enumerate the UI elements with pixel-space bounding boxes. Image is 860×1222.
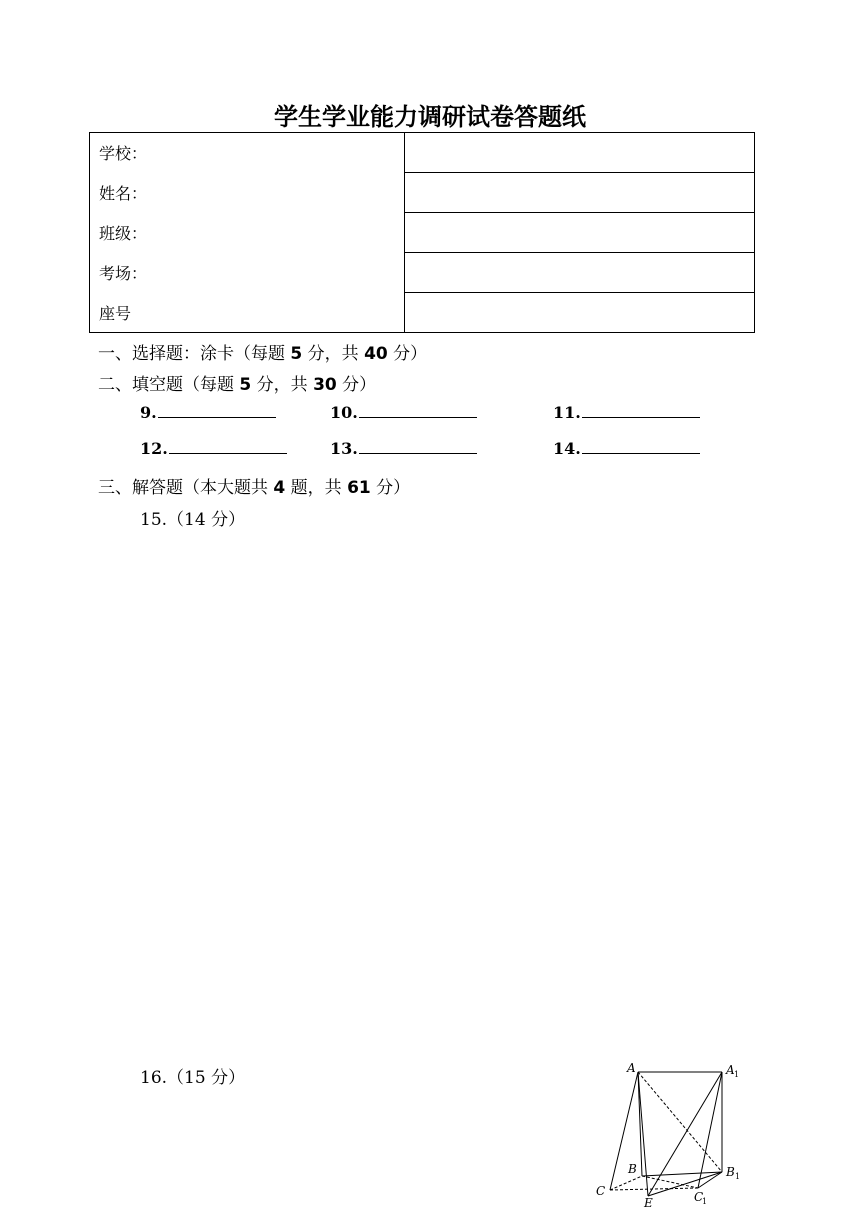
answer-line[interactable] — [582, 435, 700, 454]
section-fill-heading — [98, 372, 376, 398]
blank-13[interactable] — [330, 435, 477, 461]
section-text: 分，共 — [302, 344, 365, 364]
class-label: 班级： — [90, 213, 405, 253]
answer-line[interactable] — [359, 399, 477, 418]
section-text: 分） — [370, 478, 411, 498]
section-text: 分） — [387, 344, 428, 364]
blank-11[interactable] — [553, 399, 700, 425]
edge-A-B1-hidden — [638, 1072, 722, 1172]
edge-C1-B1 — [698, 1172, 722, 1188]
vertex-C1-label: C — [694, 1190, 704, 1204]
section-points: 5 — [239, 375, 252, 395]
prism-figure — [590, 1060, 750, 1210]
school-field[interactable] — [405, 133, 755, 173]
blank-10[interactable] — [330, 399, 477, 425]
section-text: 题，共 — [285, 478, 348, 498]
page-title: 学生学业能力调研试卷答题纸 — [274, 103, 586, 131]
problem-15-label: 15.（14 分） — [140, 510, 246, 530]
section-total: 61 — [347, 478, 371, 498]
name-label: 姓名： — [90, 173, 405, 213]
answer-line[interactable] — [359, 435, 477, 454]
section-points: 5 — [290, 344, 303, 364]
edge-A1-C1 — [698, 1072, 722, 1188]
vertex-A1-label: A — [726, 1063, 735, 1077]
blank-9[interactable] — [140, 399, 276, 425]
vertex-C-label: C — [596, 1184, 606, 1198]
section-choice-heading — [98, 341, 427, 367]
school-label: 学校： — [90, 133, 405, 173]
table-row — [90, 133, 755, 173]
blank-number: 11. — [553, 403, 581, 422]
problem-16-label: 16.（15 分） — [140, 1068, 246, 1088]
section-solve-heading — [98, 475, 410, 501]
table-row — [90, 293, 755, 333]
blank-12[interactable] — [140, 435, 287, 461]
edge-C-C1-hidden — [610, 1188, 698, 1190]
blank-number: 12. — [140, 439, 168, 458]
answer-line[interactable] — [582, 399, 700, 418]
class-field[interactable] — [405, 213, 755, 253]
exam-room-label: 考场： — [90, 253, 405, 293]
vertex-A1-sub: 1 — [734, 1070, 740, 1079]
vertex-C1-sub: 1 — [702, 1197, 708, 1206]
table-row — [90, 213, 755, 253]
section-total: 30 — [313, 375, 337, 395]
student-info-table — [89, 132, 755, 333]
section-text: 分，共 — [251, 375, 314, 395]
seat-label: 座号 — [90, 293, 405, 333]
blank-number: 9. — [140, 403, 157, 422]
section-count: 4 — [273, 478, 286, 498]
answer-line[interactable] — [169, 435, 287, 454]
section-text: 分） — [336, 375, 377, 395]
edge-A-B — [638, 1072, 642, 1176]
blank-number: 10. — [330, 403, 358, 422]
vertex-B-label: B — [628, 1162, 637, 1176]
seat-field[interactable] — [405, 293, 755, 333]
blank-number: 14. — [553, 439, 581, 458]
name-field[interactable] — [405, 173, 755, 213]
vertex-B1-sub: 1 — [735, 1172, 741, 1181]
answer-line[interactable] — [158, 399, 276, 418]
table-row — [90, 173, 755, 213]
vertex-E-label: E — [644, 1196, 653, 1210]
blank-14[interactable] — [553, 435, 700, 461]
table-row — [90, 253, 755, 293]
section-total: 40 — [364, 344, 388, 364]
edge-A1-E — [648, 1072, 722, 1196]
section-text: 三、解答题（本大题共 — [98, 478, 274, 498]
blank-number: 13. — [330, 439, 358, 458]
vertex-A-label: A — [627, 1061, 636, 1075]
section-text: 一、选择题：涂卡（每题 — [98, 344, 291, 364]
vertex-B1-label: B — [726, 1165, 735, 1179]
exam-room-field[interactable] — [405, 253, 755, 293]
edge-C-B-hidden — [610, 1176, 642, 1190]
section-text: 二、填空题（每题 — [98, 375, 240, 395]
